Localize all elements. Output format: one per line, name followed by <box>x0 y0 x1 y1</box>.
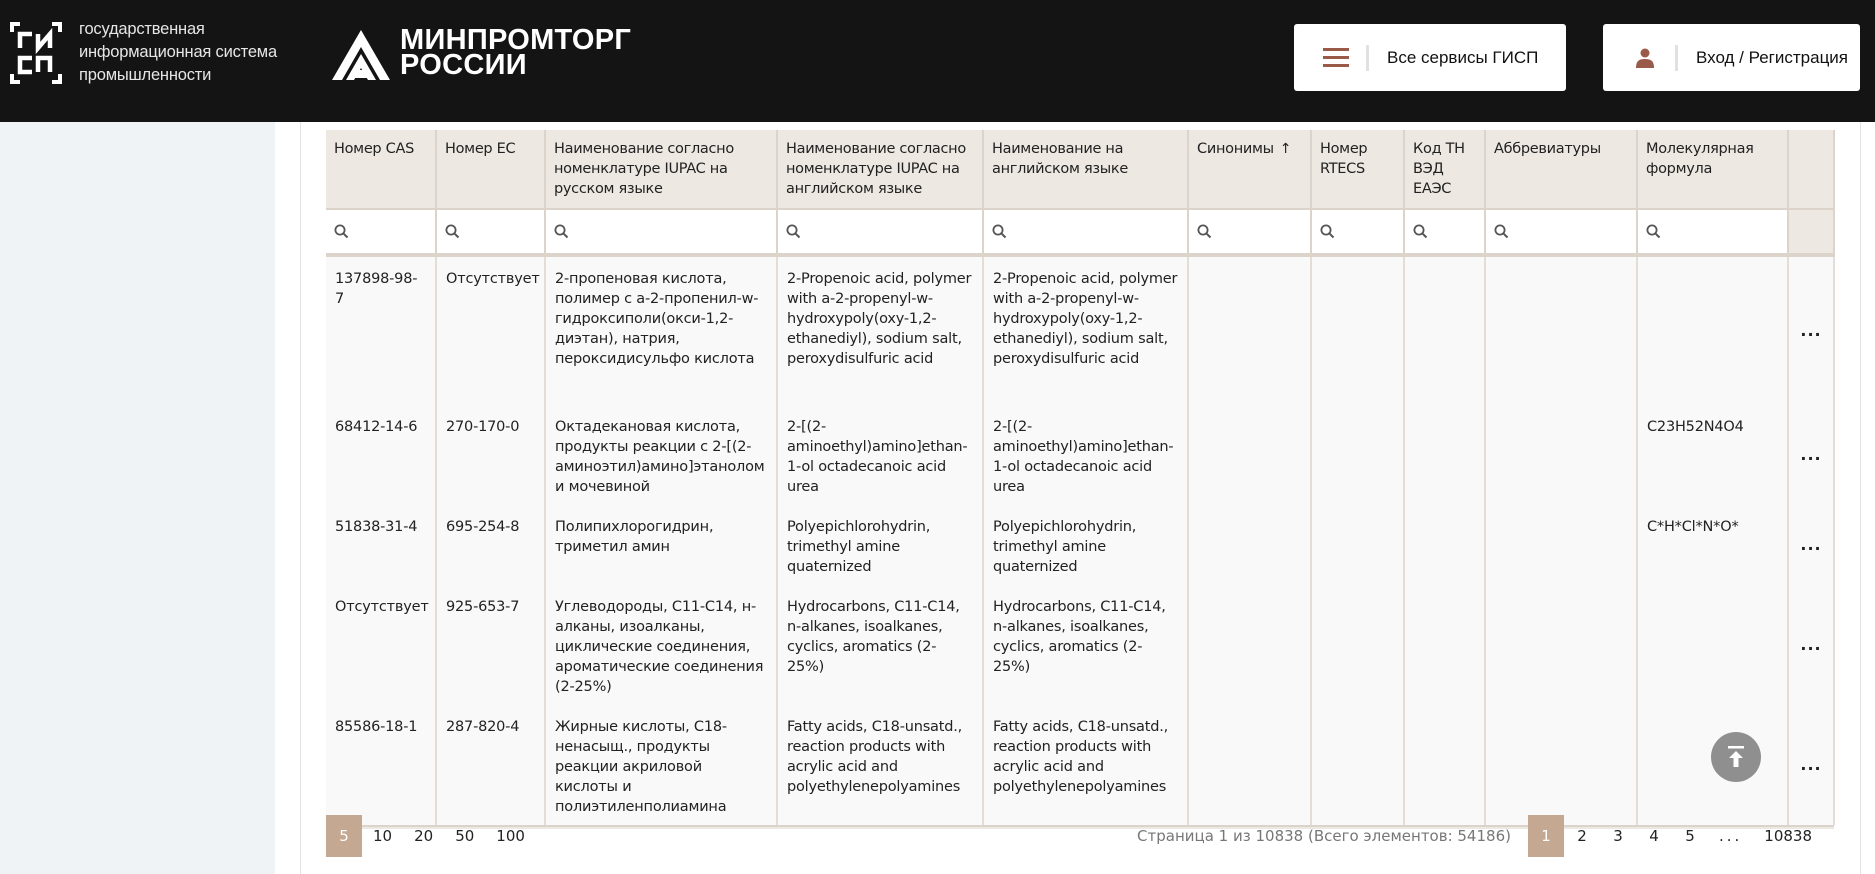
filter-cas[interactable] <box>326 209 436 255</box>
column-header-cas[interactable]: Номер CAS <box>326 130 436 209</box>
page-size-option[interactable]: 5 <box>326 815 362 857</box>
row-actions-button[interactable]: ... <box>1788 405 1834 505</box>
column-header-synonyms[interactable]: Синонимы ↑ <box>1188 130 1311 209</box>
row-actions-button[interactable]: ... <box>1788 255 1834 405</box>
cell-ec: 695-254-8 <box>436 505 545 585</box>
filter-iupac-en[interactable] <box>777 209 983 255</box>
search-icon <box>1646 224 1661 239</box>
cell-name-en: Fatty acids, C18-unsatd., reaction products with acrylic acid and polyethylenepolyamines <box>983 705 1188 825</box>
page-size-option[interactable]: 50 <box>455 827 475 845</box>
cell-rtecs <box>1311 405 1404 505</box>
divider <box>1366 45 1369 71</box>
search-icon <box>554 224 569 239</box>
user-icon <box>1615 48 1675 68</box>
cell-abbreviations <box>1485 705 1637 825</box>
search-icon <box>1494 224 1509 239</box>
filter-formula[interactable] <box>1637 209 1788 255</box>
search-icon <box>1413 224 1428 239</box>
filter-synonyms[interactable] <box>1188 209 1311 255</box>
cell-formula: C23H52N4O4 <box>1637 405 1788 505</box>
column-header-name-en[interactable]: Наименование на английском языке <box>983 130 1188 209</box>
cell-abbreviations <box>1485 505 1637 585</box>
page-button[interactable]: 3 <box>1613 827 1623 845</box>
minpromtorg-title <box>400 24 632 81</box>
cell-ec: 925-653-7 <box>436 585 545 705</box>
minpromtorg-title-line: РОССИИ <box>400 49 527 81</box>
arrow-up-to-top-icon <box>1725 745 1747 769</box>
cell-synonyms <box>1188 705 1311 825</box>
page-button[interactable]: 1 <box>1528 815 1564 857</box>
page-button[interactable]: 4 <box>1649 827 1659 845</box>
cell-formula <box>1637 255 1788 405</box>
all-services-label: Все сервисы ГИСП <box>1387 47 1539 67</box>
column-header-tnved[interactable]: Код ТН ВЭД ЕАЭС <box>1404 130 1485 209</box>
sort-ascending-icon: ↑ <box>1279 141 1292 157</box>
row-actions-button[interactable]: ... <box>1788 705 1834 825</box>
cell-ec: 287-820-4 <box>436 705 545 825</box>
cell-formula: C*H*Cl*N*O* <box>1637 505 1788 585</box>
scroll-to-top-button[interactable] <box>1711 732 1761 782</box>
column-header-formula[interactable]: Молекулярная формула <box>1637 130 1788 209</box>
filter-abbreviations[interactable] <box>1485 209 1637 255</box>
filter-tnved[interactable] <box>1404 209 1485 255</box>
cell-iupac-ru: Октадекановая кислота, продукты реакции с 2-[(2-аминоэтил)амино]этанолом и мочевиной <box>545 405 777 505</box>
cell-iupac-en: Hydrocarbons, C11-C14, n-alkanes, isoalkanes, cyclics, aromatics (2-25%) <box>777 585 983 705</box>
cell-iupac-en: 2-[(2-aminoethyl)amino]ethan-1-ol octadecanoic acid urea <box>777 405 983 505</box>
cell-rtecs <box>1311 505 1404 585</box>
cell-synonyms <box>1188 585 1311 705</box>
cell-abbreviations <box>1485 405 1637 505</box>
cell-ec: Отсутствует <box>436 255 545 405</box>
site-header <box>0 0 1875 122</box>
filter-ec[interactable] <box>436 209 545 255</box>
substances-table <box>326 130 1835 825</box>
cell-synonyms <box>1188 255 1311 405</box>
search-icon <box>786 224 801 239</box>
cell-iupac-en: Polyepichlorohydrin, trimethyl amine quaternized <box>777 505 983 585</box>
gisp-title-line: информационная система <box>79 43 277 61</box>
cell-abbreviations <box>1485 255 1637 405</box>
page-size-selector <box>326 815 536 857</box>
cell-rtecs <box>1311 705 1404 825</box>
cell-cas: 51838-31-4 <box>326 505 436 585</box>
row-actions-button[interactable]: ... <box>1788 505 1834 585</box>
all-services-button[interactable] <box>1294 24 1566 91</box>
column-header-abbreviations[interactable]: Аббревиатуры <box>1485 130 1637 209</box>
column-header-ec[interactable]: Номер ЕС <box>436 130 545 209</box>
cell-iupac-ru: 2-пропеновая кислота, полимер с а-2-пропенил-w-гидроксиполи(окси-1,2-диэтан), натрия, пероксидисульфо кислота <box>545 255 777 405</box>
minpromtorg-logo-icon[interactable] <box>332 30 390 80</box>
cell-name-en: Hydrocarbons, C11-C14, n-alkanes, isoalkanes, cyclics, aromatics (2-25%) <box>983 585 1188 705</box>
cell-cas: 137898-98-7 <box>326 255 436 405</box>
sidebar <box>0 122 275 874</box>
pagination <box>1137 815 1823 857</box>
column-header-rtecs[interactable]: Номер RTECS <box>1311 130 1404 209</box>
cell-synonyms <box>1188 405 1311 505</box>
cell-cas: 85586-18-1 <box>326 705 436 825</box>
minpromtorg-title-line: МИНПРОМТОРГ <box>400 24 632 56</box>
cell-iupac-en: Fatty acids, C18-unsatd., reaction products with acrylic acid and polyethylenepolyamines <box>777 705 983 825</box>
gisp-title-line: промышленности <box>79 66 212 84</box>
cell-cas: Отсутствует <box>326 585 436 705</box>
cell-rtecs <box>1311 585 1404 705</box>
content-border <box>300 122 301 874</box>
cell-tnved <box>1404 255 1485 405</box>
cell-name-en: 2-[(2-aminoethyl)amino]ethan-1-ol octadecanoic acid urea <box>983 405 1188 505</box>
cell-formula <box>1637 585 1788 705</box>
menu-icon <box>1306 43 1366 72</box>
search-icon <box>334 224 349 239</box>
table-row[interactable] <box>326 585 1834 705</box>
divider <box>1675 45 1678 71</box>
cell-cas: 68412-14-6 <box>326 405 436 505</box>
cell-abbreviations <box>1485 585 1637 705</box>
page-ellipsis[interactable]: ... <box>1718 827 1743 845</box>
cell-ec: 270-170-0 <box>436 405 545 505</box>
search-icon <box>1320 224 1335 239</box>
gisp-title <box>79 18 277 87</box>
page-size-option[interactable]: 10 <box>373 827 393 845</box>
login-register-button[interactable] <box>1603 24 1860 91</box>
scrollbar-track[interactable] <box>1860 122 1861 874</box>
page-button[interactable]: 5 <box>1685 827 1695 845</box>
cell-synonyms <box>1188 505 1311 585</box>
filter-actions <box>1788 209 1834 255</box>
page-size-option[interactable]: 100 <box>496 827 525 845</box>
cell-tnved <box>1404 585 1485 705</box>
gisp-logo-icon[interactable] <box>10 22 62 84</box>
column-header-iupac-ru[interactable]: Наименование согласно номенклатуре IUPAC на русском языке <box>545 130 777 209</box>
cell-iupac-en: 2-Propenoic acid, polymer with a-2-propenyl-w-hydroxypoly(oxy-1,2-ethanediyl), sodium salt, peroxydisulfuric acid <box>777 255 983 405</box>
page-info: Страница 1 из 10838 (Всего элементов: 54186) <box>1137 827 1511 845</box>
filter-iupac-ru[interactable] <box>545 209 777 255</box>
search-icon <box>445 224 460 239</box>
cell-tnved <box>1404 505 1485 585</box>
last-page-button[interactable]: 10838 <box>1764 827 1812 845</box>
substances-grid <box>326 130 1834 829</box>
table-row[interactable] <box>326 405 1834 505</box>
filter-rtecs[interactable] <box>1311 209 1404 255</box>
page-button[interactable]: 2 <box>1577 827 1587 845</box>
search-icon <box>992 224 1007 239</box>
table-row[interactable] <box>326 505 1834 585</box>
cell-iupac-ru: Жирные кислоты, C18-ненасыщ., продукты реакции акриловой кислоты и полиэтиленполиамина <box>545 705 777 825</box>
row-actions-button[interactable]: ... <box>1788 585 1834 705</box>
gisp-title-line: государственная <box>79 20 205 38</box>
cell-iupac-ru: Полипихлорогидрин, триметил амин <box>545 505 777 585</box>
cell-name-en: Polyepichlorohydrin, trimethyl amine quaternized <box>983 505 1188 585</box>
cell-iupac-ru: Углеводороды, C11-C14, н-алканы, изоалканы, циклические соединения, ароматические соединения (2-25%) <box>545 585 777 705</box>
header-row <box>326 130 1834 209</box>
page-size-option[interactable]: 20 <box>414 827 434 845</box>
cell-tnved <box>1404 705 1485 825</box>
filter-row <box>326 209 1834 255</box>
table-row[interactable] <box>326 705 1834 825</box>
column-header-actions <box>1788 130 1834 209</box>
filter-name-en[interactable] <box>983 209 1188 255</box>
table-row[interactable] <box>326 255 1834 405</box>
login-register-label: Вход / Регистрация <box>1696 47 1849 67</box>
search-icon <box>1197 224 1212 239</box>
cell-name-en: 2-Propenoic acid, polymer with a-2-propenyl-w-hydroxypoly(oxy-1,2-ethanediyl), sodium salt, peroxydisulfuric acid <box>983 255 1188 405</box>
column-header-iupac-en[interactable]: Наименование согласно номенклатуре IUPAC на английском языке <box>777 130 983 209</box>
cell-rtecs <box>1311 255 1404 405</box>
cell-tnved <box>1404 405 1485 505</box>
